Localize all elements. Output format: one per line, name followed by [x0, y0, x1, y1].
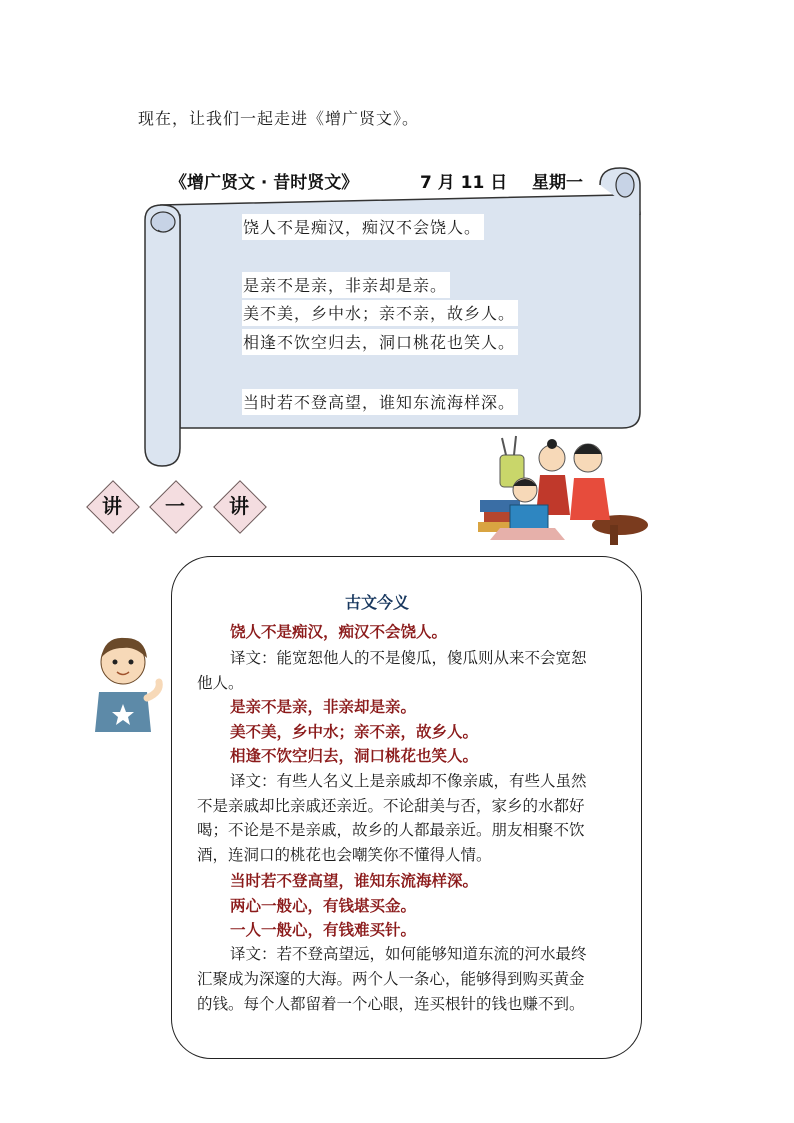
panel-line: 是亲不是亲，非亲却是亲。: [230, 698, 417, 716]
panel-line: 喝；不论是不是亲戚，故乡的人都最亲近。朋友相聚不饮: [197, 821, 585, 839]
panel-title: 古文今义: [345, 593, 410, 612]
section-label-diamond: [150, 481, 200, 531]
scroll-title: 《增广贤文 · 昔时贤文》: [170, 173, 359, 193]
panel-line: 美不美，乡中水；亲不亲，故乡人。: [230, 723, 479, 741]
panel-line: 当时若不登高望，谁知东流海样深。: [230, 872, 479, 890]
scroll-date: 7 月 11 日: [420, 173, 508, 193]
intro-text: 现在，让我们一起走进《增广贤文》。: [138, 109, 420, 128]
panel-line: 饶人不是痴汉，痴汉不会饶人。: [230, 623, 448, 641]
panel-line: 酒，连洞口的桃花也会嘲笑你不懂得人情。: [197, 846, 492, 864]
section-label-diamond: [214, 481, 264, 531]
scroll-line: 美不美，乡中水；亲不亲，故乡人。: [242, 300, 518, 326]
children-reading-illustration: [470, 430, 650, 550]
panel-line: 汇聚成为深邃的大海。两个人一条心，能够得到购买黄金: [197, 970, 585, 988]
scroll-header: [170, 168, 600, 194]
scroll-line: 当时若不登高望，谁知东流海样深。: [242, 389, 518, 415]
scroll-line: 相逢不饮空归去，洞口桃花也笑人。: [242, 329, 518, 355]
panel-line: 译文：能宽恕他人的不是傻瓜，傻瓜则从来不会宽恕: [230, 649, 587, 667]
panel-line: 译文：有些人名义上是亲戚却不像亲戚，有些人虽然: [230, 772, 587, 790]
scroll-weekday: 星期一: [532, 173, 583, 193]
scroll-line: 是亲不是亲，非亲却是亲。: [242, 272, 450, 298]
section-label-diamond: [87, 481, 137, 531]
diamond-text: 讲: [102, 494, 122, 518]
diamond-text: 一: [165, 494, 185, 518]
panel-line: 两心一般心，有钱堪买金。: [230, 897, 417, 915]
panel-line: 一人一般心，有钱难买针。: [230, 921, 417, 939]
panel-line: 不是亲戚却比亲戚还亲近。不论甜美与否，家乡的水都好: [197, 797, 585, 815]
scroll-text: [242, 212, 542, 424]
diamond-text: 讲: [229, 494, 249, 518]
scroll-line: 饶人不是痴汉，痴汉不会饶人。: [242, 214, 484, 240]
panel-line: 的钱。每个人都留着一个心眼，连买根针的钱也赚不到。: [197, 995, 585, 1013]
panel-line: 译文：若不登高望远，如何能够知道东流的河水最终: [230, 945, 587, 963]
panel-line: 相逢不饮空归去，洞口桃花也笑人。: [230, 747, 479, 765]
panel-line: 他人。: [197, 674, 244, 692]
boy-illustration: [85, 632, 175, 732]
